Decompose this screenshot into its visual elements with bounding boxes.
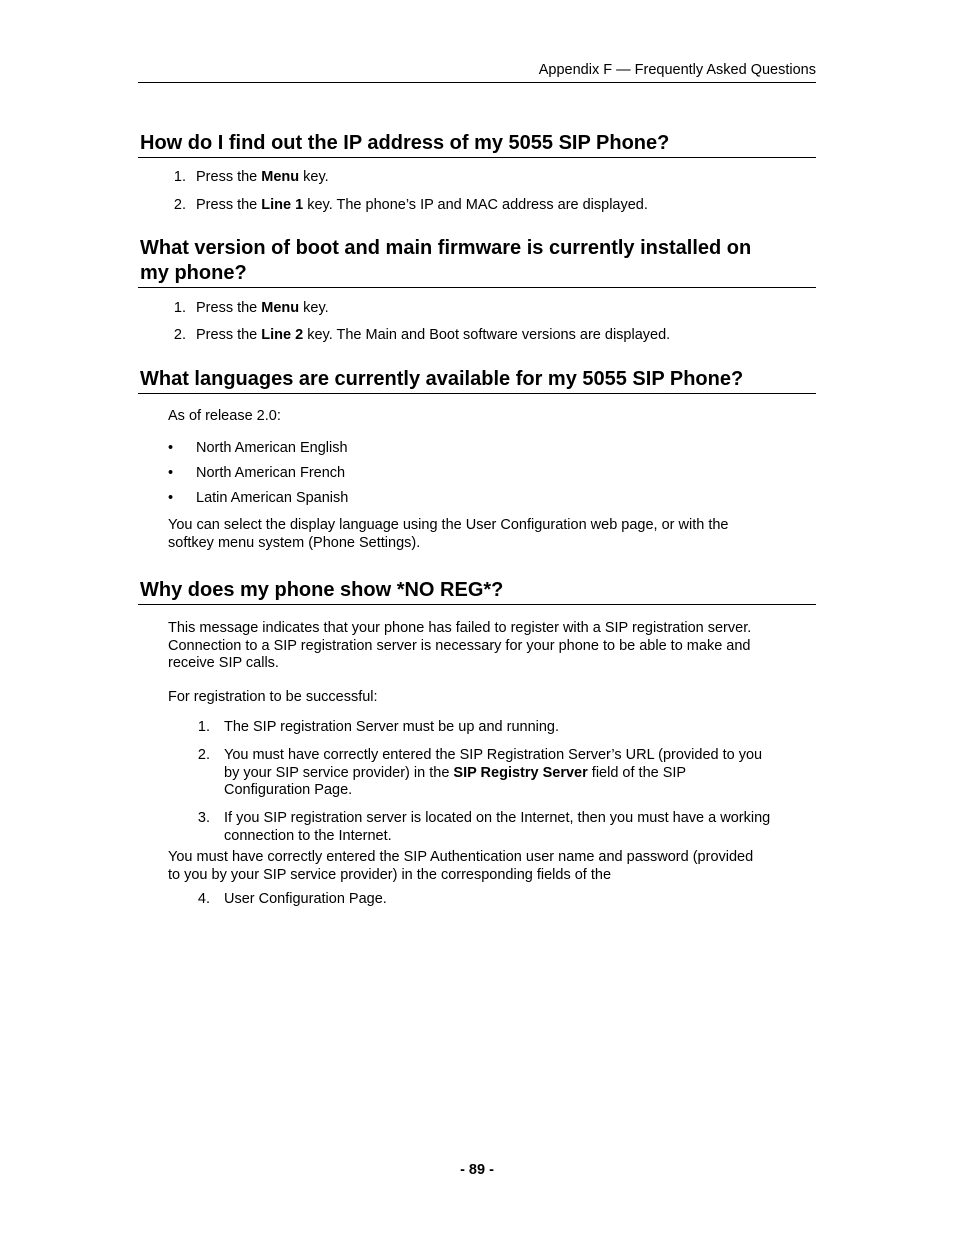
authentication-note (168, 849, 753, 884)
section-heading-firmware-version (138, 236, 816, 288)
note-line: You can select the display language using the User Configuration web page, or with the (168, 517, 729, 533)
section-firmware-version (138, 236, 816, 288)
language-item: North American French (196, 465, 346, 481)
requirement-line: field of the SIP (587, 764, 687, 781)
bullet-marker: • (168, 440, 174, 456)
step-text-part: key. The Main and Boot software versions are displayed. (303, 327, 671, 343)
requirement-text: User Configuration Page. (224, 891, 387, 907)
paragraph-line: This message indicates that your phone has failed to register with a SIP registration server. (168, 620, 752, 636)
key-name: Line 1 (261, 197, 304, 213)
step-number: 1. (173, 300, 186, 316)
paragraph-line: Connection to a SIP registration server is necessary for your phone to be able to make and (168, 637, 751, 654)
step-text-part: key. The phone’s IP and MAC address are displayed. (303, 197, 648, 213)
heading-line: What version of boot and main firmware is currently installed on (140, 237, 752, 259)
step-text (196, 169, 329, 187)
step-text (196, 197, 648, 215)
step-text-part: key. (299, 169, 329, 185)
step-text-part: Press the (196, 169, 262, 185)
section-languages (138, 367, 816, 394)
requirement-number: 3. (197, 810, 210, 826)
step-number: 2. (173, 327, 186, 343)
section-heading-ip-address: How do I find out the IP address of my 5055 SIP Phone? (138, 131, 816, 158)
requirement-line: by your SIP service provider) in the (224, 764, 454, 781)
heading-line: my phone? (140, 262, 247, 284)
step-number: 1. (173, 169, 186, 185)
requirement-line: connection to the Internet. (224, 827, 392, 844)
requirement-text (224, 810, 770, 845)
requirement-line: You must have correctly entered the SIP Registration Server’s URL (provided to you (224, 747, 763, 763)
section-ip-address (138, 131, 816, 158)
language-item: Latin American Spanish (196, 490, 349, 506)
requirement-number: 1. (197, 719, 210, 735)
running-header: Appendix F — Frequently Asked Questions (138, 61, 816, 83)
language-note (168, 517, 729, 552)
requirement-text: The SIP registration Server must be up and running. (224, 719, 560, 735)
requirement-number: 4. (197, 891, 210, 907)
requirement-number: 2. (197, 747, 210, 763)
step-text-part: Press the (196, 197, 262, 213)
note-line: softkey menu system (Phone Settings). (168, 534, 421, 551)
bullet-marker: • (168, 490, 174, 506)
key-name: Menu (261, 300, 300, 316)
section-heading-languages: What languages are currently available for my 5055 SIP Phone? (138, 367, 816, 394)
key-name: Line 2 (261, 327, 304, 343)
step-text-part: Press the (196, 327, 262, 343)
no-reg-description (168, 620, 751, 673)
language-item: North American English (196, 440, 348, 456)
paragraph-line: to you by your SIP service provider) in the corresponding fields of the (168, 866, 612, 883)
section-no-reg (138, 578, 816, 605)
step-text (196, 327, 670, 345)
page-number: - 89 - (460, 1162, 494, 1178)
field-name: SIP Registry Server (453, 764, 588, 781)
intro-text: As of release 2.0: (168, 408, 281, 424)
paragraph-line: You must have correctly entered the SIP Authentication user name and password (provided (168, 849, 754, 865)
key-name: Menu (261, 169, 300, 185)
step-text (196, 300, 329, 318)
step-text-part: key. (299, 300, 329, 316)
paragraph-line: receive SIP calls. (168, 655, 279, 671)
requirement-line: Configuration Page. (224, 782, 353, 798)
bullet-marker: • (168, 465, 174, 481)
section-heading-no-reg: Why does my phone show *NO REG*? (138, 578, 816, 605)
requirements-intro: For registration to be successful: (168, 689, 378, 705)
step-number: 2. (173, 197, 186, 213)
requirement-text (224, 747, 762, 800)
step-text-part: Press the (196, 300, 262, 316)
requirement-line: If you SIP registration server is located on the Internet, then you must have a working (224, 810, 771, 826)
